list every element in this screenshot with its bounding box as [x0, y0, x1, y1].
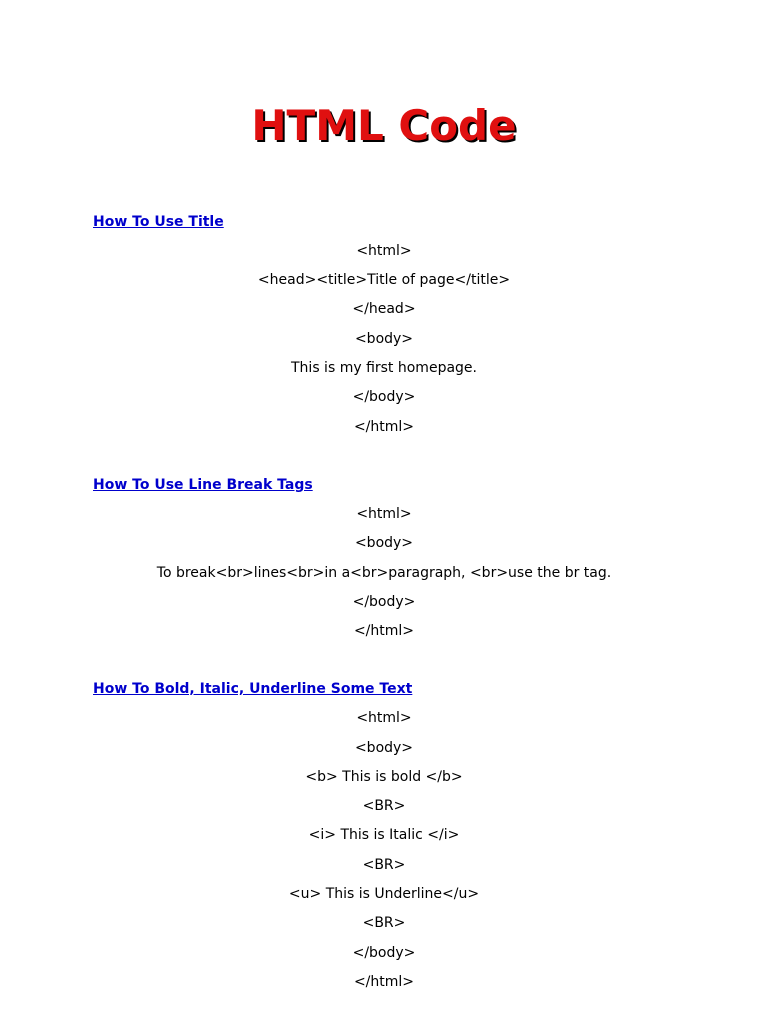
- code-line: <b> This is bold </b>: [305, 769, 463, 785]
- code-line: This is my first homepage.: [291, 360, 477, 376]
- code-line: </html>: [353, 974, 415, 990]
- code-line: <head><title>Title of page</title>: [257, 272, 511, 288]
- code-line: <html>: [356, 506, 412, 522]
- code-line: <u> This is Underline</u>: [288, 886, 480, 902]
- code-line: </body>: [352, 389, 416, 405]
- code-line: </head>: [352, 301, 416, 317]
- page-title: HTML Code: [251, 101, 517, 150]
- code-line: </body>: [352, 594, 416, 610]
- code-line: <BR>: [362, 915, 406, 931]
- code-line: </body>: [352, 945, 416, 961]
- code-line: <body>: [354, 535, 414, 551]
- section-heading-title[interactable]: How To Use Title: [93, 214, 224, 230]
- code-line: <body>: [354, 740, 414, 756]
- section-heading-bold-italic[interactable]: How To Bold, Italic, Underline Some Text: [93, 681, 413, 697]
- code-line: To break<br>lines<br>in a<br>paragraph, <br>use the br tag.: [156, 565, 612, 581]
- code-line: <BR>: [362, 798, 406, 814]
- code-line: </html>: [353, 419, 415, 435]
- code-line: <i> This is Italic </i>: [308, 827, 460, 843]
- code-line: <html>: [356, 243, 412, 259]
- section-heading-line-break[interactable]: How To Use Line Break Tags: [93, 477, 313, 493]
- code-line: <BR>: [362, 857, 406, 873]
- code-line: <html>: [356, 710, 412, 726]
- code-line: <body>: [354, 331, 414, 347]
- code-line: </html>: [353, 623, 415, 639]
